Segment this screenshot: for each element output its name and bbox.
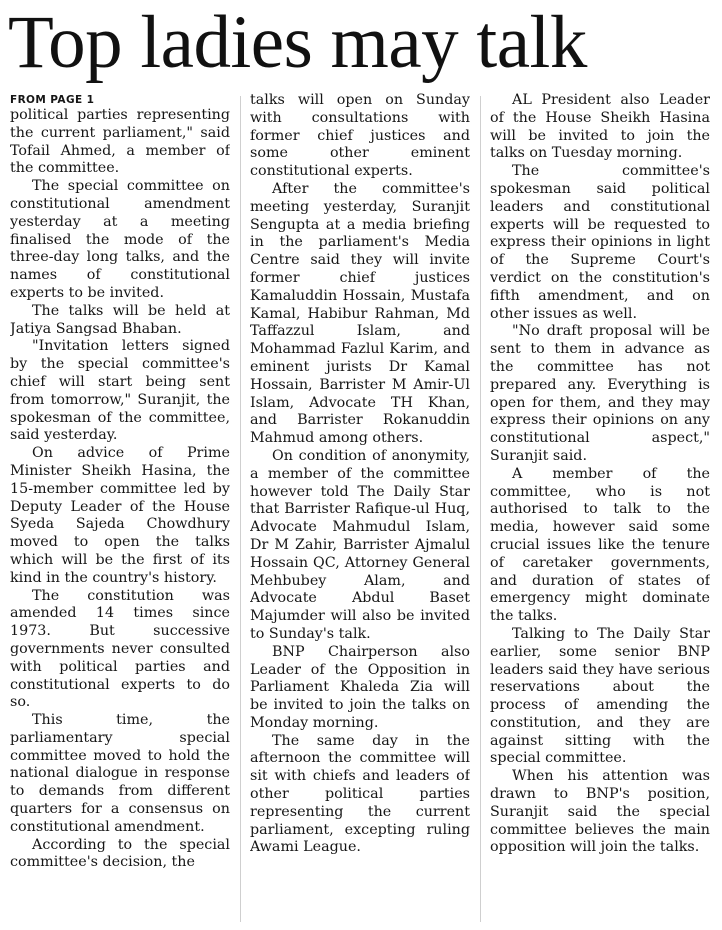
article-column-1 — [10, 92, 230, 924]
paragraph: A member of the committee, who is not authorised to talk to the media, however said some crucial issues like the tenure of caretaker governments, and duration of states of emergency might dominate the talks. — [490, 465, 710, 625]
paragraph: The special committee on constitutional amendment yesterday at a meeting finalised the mode of the three-day long talks, and the names of constitutional experts to be invited. — [10, 178, 230, 301]
paragraph: When his attention was drawn to BNP's position, Suranjit said the special committee believes the main opposition will join the talks. — [490, 768, 710, 856]
paragraph: After the committee's meeting yesterday, Suranjit Sengupta at a media briefing in the parliament's Media Centre said they will invite former chief justices Kamaluddin Hossain, Mustafa Kamal, Habibur Rahman, Md Taffazzul Islam, and Mohammad Fazlul Karim, and eminent jurists Dr Kamal Hossain, Barrister M Amir-Ul Islam, Advocate TH Khan, and Barrister Rokanuddin Mahmud among others. — [250, 180, 470, 447]
paragraph: On condition of anonymity, a member of the committee however told The Daily Star that Barrister Rafique-ul Huq, Advocate Mahmudul Islam, Dr M Zahir, Barrister Ajmalul Hossain QC, Attorney General Mehbubey Alam, and Advocate Abdul Baset Majumder will also be invited to Sunday's talk. — [250, 447, 470, 642]
paragraph: BNP Chairperson also Leader of the Opposition in Parliament Khaleda Zia will be invited to join the talks on Monday morning. — [250, 643, 470, 731]
paragraph: On advice of Prime Minister Sheikh Hasina, the 15-member committee led by Deputy Leader of the House Syeda Sajeda Chowdhury moved to open the talks which will be the first of its kind in the country's history. — [10, 445, 230, 586]
paragraph: The constitution was amended 14 times since 1973. But successive governments never consulted with political parties and constitutional experts to do so. — [10, 587, 230, 711]
paragraph: Talking to The Daily Star earlier, some senior BNP leaders said they have serious reservations about the process of amending the constitution, and they are against sitting with the special committee. — [490, 625, 710, 767]
article-column-3 — [490, 92, 710, 924]
paragraph: The talks will be held at Jatiya Sangsad Bhaban. — [10, 302, 230, 337]
paragraph: political parties representing the current parliament," said Tofail Ahmed, a member of the committee. — [10, 107, 230, 177]
article-column-2 — [250, 92, 470, 924]
paragraph: According to the special committee's decision, the — [10, 836, 230, 871]
paragraph: "No draft proposal will be sent to them in advance as the committee has not prepared any. Everything is open for them, and they may express their opinions on any constitutional aspect," Suranjit said. — [490, 323, 710, 464]
paragraph: The same day in the afternoon the committee will sit with chiefs and leaders of other political parties representing the current parliament, excepting ruling Awami League. — [250, 732, 470, 856]
headline: Top ladies may talk — [8, 1, 587, 84]
article-body — [0, 92, 722, 924]
paragraph: "Invitation letters signed by the special committee's chief will start being sent from tomorrow," Suranjit, the spokesman of the committee, said yesterday. — [10, 338, 230, 444]
paragraph: talks will open on Sunday with consultations with former chief justices and some other eminent constitutional experts. — [250, 92, 470, 180]
jump-label: FROM PAGE 1 — [10, 94, 95, 106]
paragraph: This time, the parliamentary special committee moved to hold the national dialogue in response to demands from different quarters for a consensus on constitutional amendment. — [10, 712, 230, 835]
paragraph: AL President also Leader of the House Sheikh Hasina will be invited to join the talks on Tuesday morning. — [490, 92, 710, 162]
paragraph: The committee's spokesman said political leaders and constitutional experts will be requested to express their opinions in light of the Supreme Court's verdict on the constitution's fifth amendment, and on other issues as well. — [490, 163, 710, 322]
